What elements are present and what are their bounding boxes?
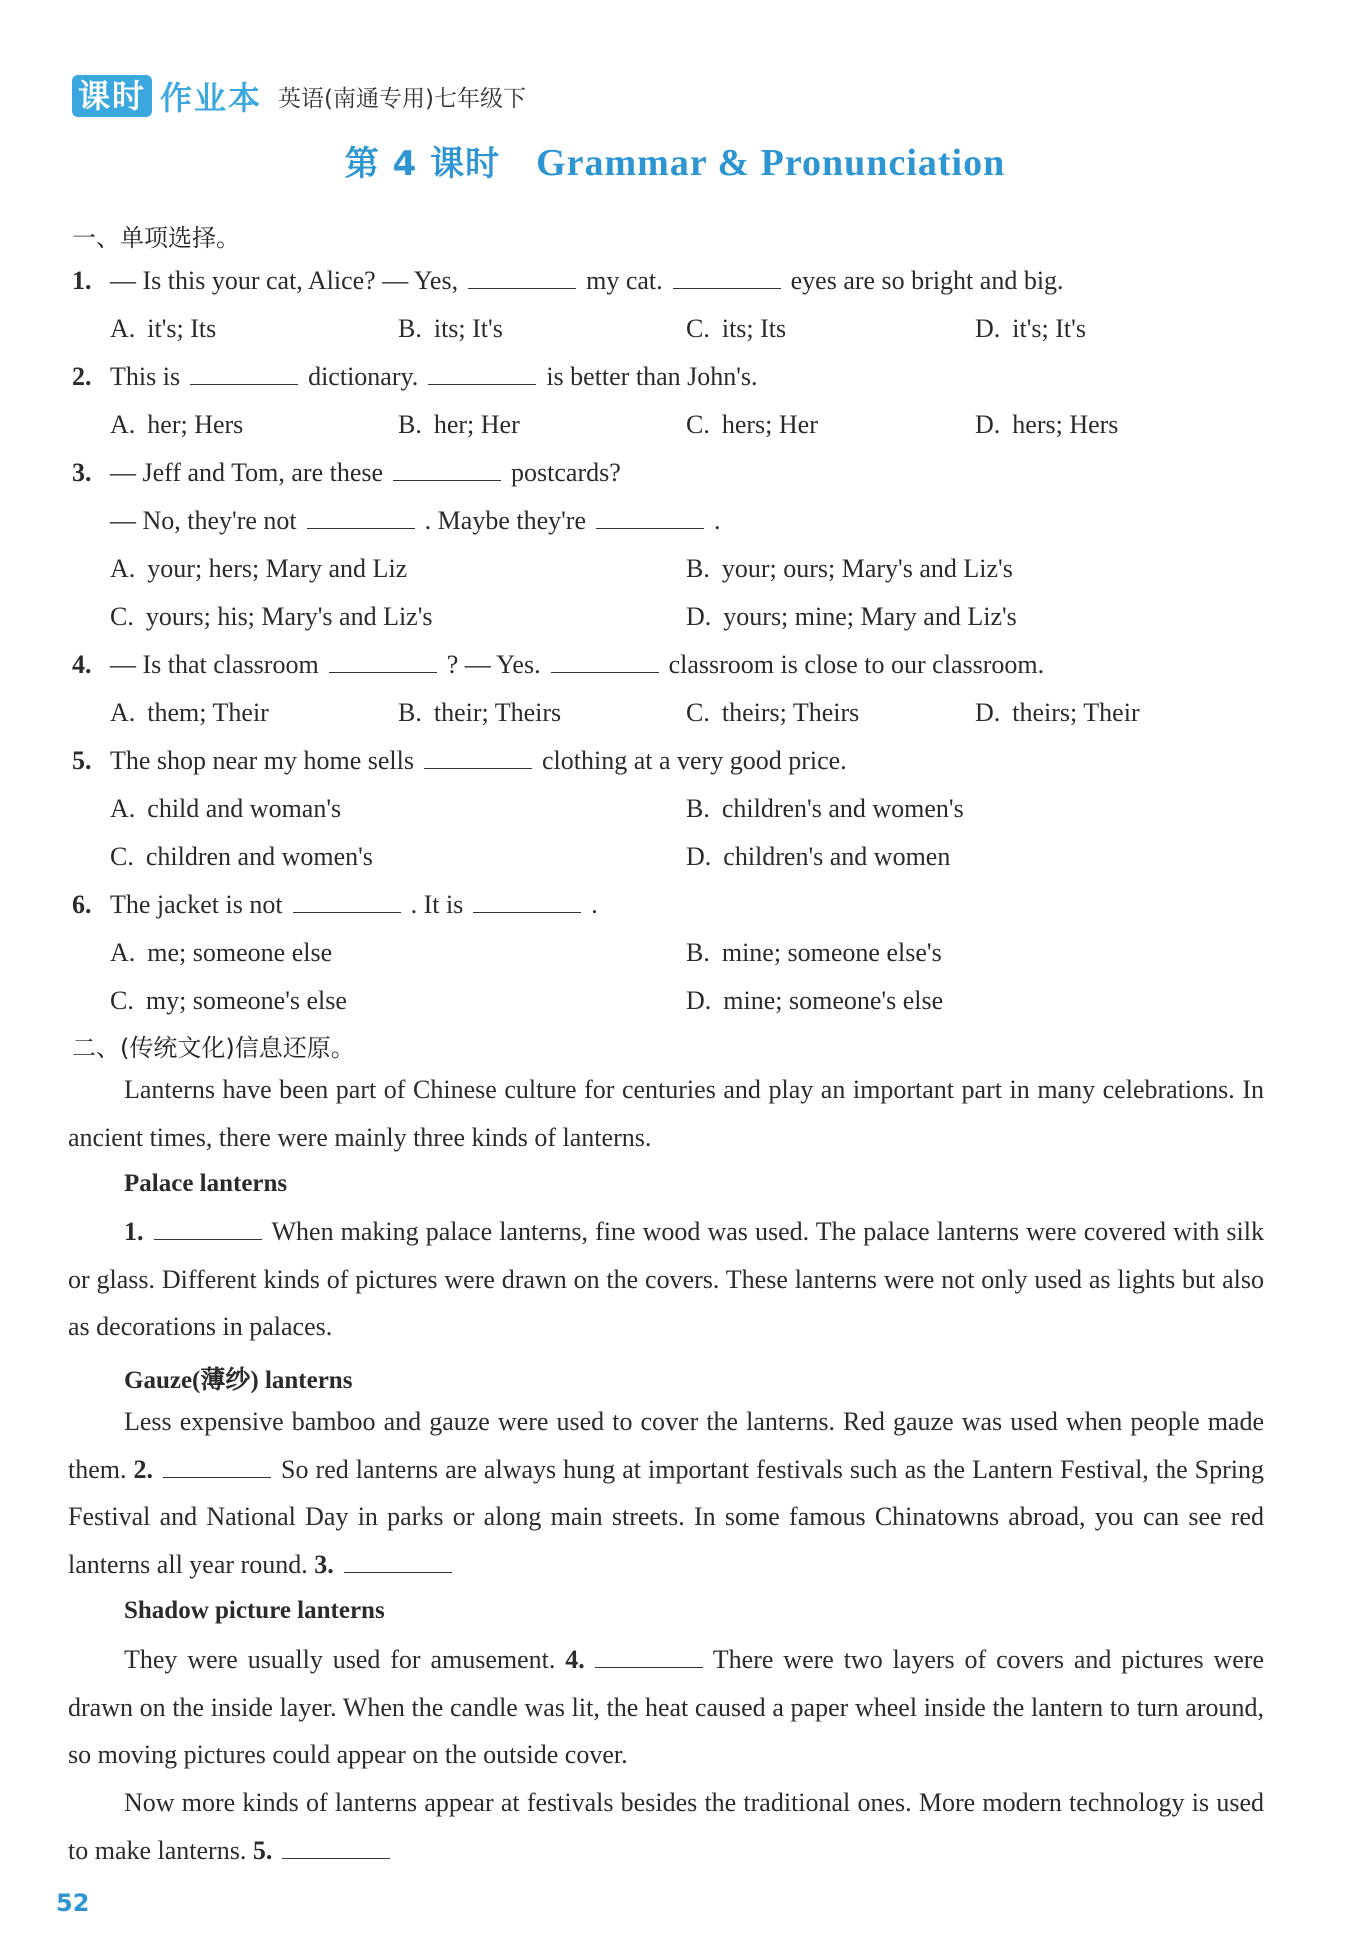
- answer-blank-2[interactable]: [163, 1455, 271, 1478]
- subheading-shadow: Shadow picture lanterns: [124, 1597, 385, 1624]
- option-d[interactable]: D. it's; It's: [975, 314, 1086, 343]
- answer-blank[interactable]: [551, 650, 659, 673]
- answer-blank[interactable]: [468, 266, 576, 289]
- option-c[interactable]: C. theirs; Theirs: [686, 698, 860, 727]
- option-b[interactable]: B. your; ours; Mary's and Liz's: [686, 554, 1013, 583]
- option-b[interactable]: B. mine; someone else's: [686, 938, 942, 967]
- option-d[interactable]: D. mine; someone's else: [686, 986, 944, 1015]
- question-6: 6. The jacket is not . It is .: [72, 890, 598, 919]
- answer-blank[interactable]: [424, 746, 532, 769]
- answer-blank[interactable]: [307, 506, 415, 529]
- answer-blank[interactable]: [393, 458, 501, 481]
- question-2: 2. This is dictionary. is better than John's.: [72, 362, 758, 391]
- answer-blank-3[interactable]: [344, 1550, 452, 1573]
- option-c[interactable]: C. hers; Her: [686, 410, 818, 439]
- answer-blank[interactable]: [473, 890, 581, 913]
- subheading-gauze: Gauze(薄纱) lanterns: [124, 1367, 353, 1394]
- option-a[interactable]: A. me; someone else: [110, 938, 333, 967]
- passage-shadow: They were usually used for amusement. 4. There were two layers of covers and pictures were drawn on the inside layer. When the candle was lit, the heat caused a paper wheel inside the lantern to turn around, so moving pictures could appear on the outside cover.: [68, 1645, 1264, 1769]
- passage-palace: 1. When making palace lanterns, fine wood was used. The palace lanterns were covered with silk or glass. Different kinds of pictures were drawn on the covers. These lanterns were not only used as lights but also as decorations in palaces.: [68, 1217, 1264, 1341]
- option-b[interactable]: B. their; Theirs: [398, 698, 562, 727]
- brand-logo: 课时: [72, 75, 152, 117]
- passage-gauze: Less expensive bamboo and gauze were used to cover the lanterns. Red gauze was used when people made them. 2. So red lanterns are always hung at important festivals such as the Lantern Festival, the Spring Festival and National Day in parks or along main streets. In some famous Chinatowns abroad, you can see red lanterns all year round. 3.: [68, 1407, 1264, 1579]
- lesson-topic: Grammar & Pronunciation: [536, 142, 1006, 184]
- option-c[interactable]: C. yours; his; Mary's and Liz's: [110, 602, 433, 631]
- option-c[interactable]: C. children and women's: [110, 842, 373, 871]
- answer-blank[interactable]: [329, 650, 437, 673]
- page-number: 52: [56, 1889, 90, 1917]
- section2-title: 二、(传统文化)信息还原。: [72, 1034, 355, 1062]
- brand-name: 作业本: [160, 79, 263, 117]
- answer-blank[interactable]: [428, 362, 536, 385]
- option-c[interactable]: C. its; Its: [686, 314, 787, 343]
- option-d[interactable]: D. theirs; Their: [975, 698, 1140, 727]
- passage-modern: Now more kinds of lanterns appear at festivals besides the traditional ones. More modern technology is used to make lanterns. 5.: [68, 1788, 1264, 1865]
- question-5: 5. The shop near my home sells clothing at a very good price.: [72, 746, 847, 775]
- option-a[interactable]: A. it's; Its: [110, 314, 217, 343]
- option-b[interactable]: B. her; Her: [398, 410, 520, 439]
- question-4: 4. — Is that classroom ? — Yes. classroom is close to our classroom.: [72, 650, 1045, 679]
- question-3-line2: — No, they're not . Maybe they're .: [110, 506, 721, 535]
- lesson-number: 第 4 课时: [344, 144, 501, 184]
- answer-blank-4[interactable]: [595, 1645, 703, 1668]
- subheading-palace: Palace lanterns: [124, 1170, 288, 1197]
- lesson-title: [0, 136, 1350, 185]
- answer-blank[interactable]: [596, 506, 704, 529]
- option-b[interactable]: B. children's and women's: [686, 794, 964, 823]
- question-1: 1. — Is this your cat, Alice? — Yes, my cat. eyes are so bright and big.: [72, 266, 1064, 295]
- subject-label: 英语(南通专用)七年级下: [278, 85, 526, 112]
- option-d[interactable]: D. children's and women: [686, 842, 951, 871]
- option-d[interactable]: D. yours; mine; Mary and Liz's: [686, 602, 1017, 631]
- option-c[interactable]: C. my; someone's else: [110, 986, 347, 1015]
- option-a[interactable]: A. them; Their: [110, 698, 269, 727]
- question-3: 3. — Jeff and Tom, are these postcards?: [72, 458, 621, 487]
- answer-blank-5[interactable]: [282, 1836, 390, 1859]
- answer-blank[interactable]: [673, 266, 781, 289]
- section1-title: 一、单项选择。: [72, 224, 240, 252]
- passage-intro: Lanterns have been part of Chinese culture for centuries and play an important part in many celebrations. In ancient times, there were mainly three kinds of lanterns.: [68, 1075, 1264, 1152]
- option-a[interactable]: A. her; Hers: [110, 410, 244, 439]
- answer-blank[interactable]: [190, 362, 298, 385]
- answer-blank-1[interactable]: [154, 1217, 262, 1240]
- option-d[interactable]: D. hers; Hers: [975, 410, 1119, 439]
- option-a[interactable]: A. your; hers; Mary and Liz: [110, 554, 408, 583]
- answer-blank[interactable]: [293, 890, 401, 913]
- option-a[interactable]: A. child and woman's: [110, 794, 342, 823]
- header-brand: [72, 74, 526, 118]
- option-b[interactable]: B. its; It's: [398, 314, 503, 343]
